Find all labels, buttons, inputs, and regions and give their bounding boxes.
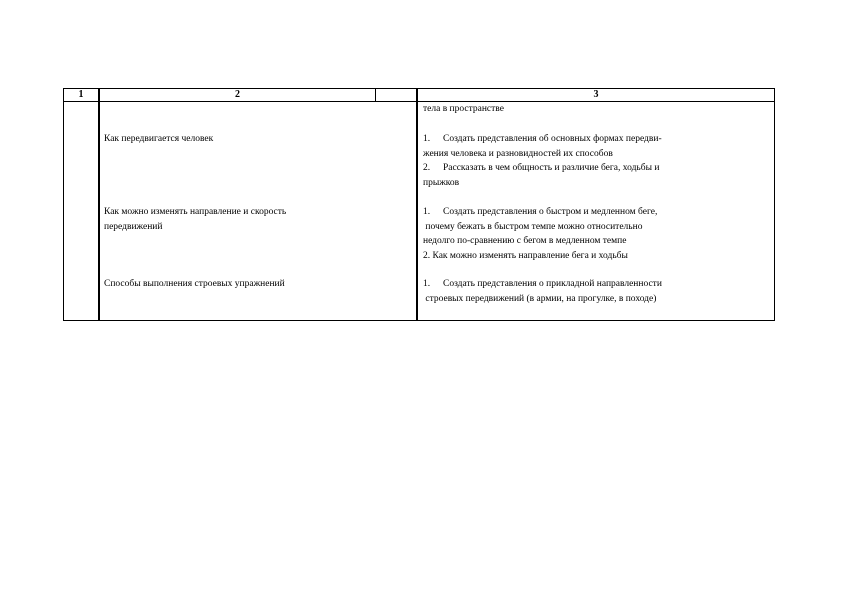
row-3-goals (423, 277, 662, 306)
row-1-goal-line-1: 1. Создать представления об основных формах передви- (423, 134, 662, 144)
row-1-goals (423, 132, 662, 190)
table-bottom-border (63, 320, 775, 321)
table-right-border (774, 88, 775, 321)
header-col-3: 3 (593, 89, 599, 100)
header-bottom-border (63, 101, 775, 102)
header-sub-divider (375, 88, 376, 102)
row-2-topic-line-1: Как можно изменять направление и скорость (104, 207, 287, 217)
table-left-border (63, 88, 64, 321)
header-col-1: 1 (78, 89, 84, 100)
row-2-topic-line-2: передвижений (104, 221, 163, 232)
row-2-goals (423, 205, 657, 263)
header-col-2: 2 (235, 89, 240, 100)
row-2-goal-line-4: 2. Как можно изменять направление бега и ходьбы (423, 250, 628, 261)
row-3-topic-line: Способы выполнения строевых упражнений (104, 279, 285, 289)
row-1-goal-line-4: прыжков (423, 177, 460, 188)
col3-continuation-text: тела в пространстве (423, 104, 504, 114)
row-2-goal-line-3: недолго по-сравнению с бегом в медленном темпе (423, 236, 627, 246)
row-3-topic (104, 277, 285, 292)
col2-divider (416, 88, 418, 321)
row-1-topic (104, 132, 213, 147)
lesson-table (63, 88, 775, 321)
row-1-goal-line-2: жения человека и разновидностей их способов (423, 148, 613, 159)
row-1-topic-line: Как передвигается человек (104, 134, 214, 144)
row-3-goal-line-2: строевых передвижений (в армии, на прогулке, в походе) (423, 293, 657, 304)
row-3-goal-line-1: 1. Создать представления о прикладной направленности (423, 279, 662, 289)
row-2-topic (104, 205, 286, 234)
row-2-goal-line-1: 1. Создать представления о быстром и медленном беге, (423, 207, 658, 217)
col1-divider (98, 88, 100, 321)
row-2-goal-line-2: почему бежать в быстром темпе можно относительно (423, 221, 643, 232)
row-1-goal-line-3: 2. Рассказать в чем общность и различие бега, ходьбы и (423, 163, 660, 173)
